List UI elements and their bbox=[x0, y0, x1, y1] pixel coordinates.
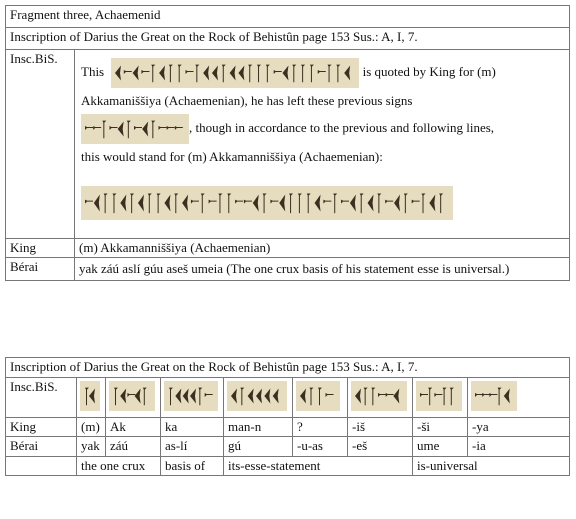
wedge-mark bbox=[148, 193, 152, 213]
king-cell: -iš bbox=[348, 418, 413, 437]
wedge-mark bbox=[279, 195, 285, 212]
wedge-mark bbox=[85, 388, 89, 406]
wedge-mark bbox=[439, 193, 443, 213]
glyph-cell-3 bbox=[161, 378, 224, 418]
wedge-mark bbox=[482, 393, 490, 397]
wedge-mark bbox=[231, 389, 237, 404]
cuneiform-full-wrap bbox=[81, 186, 565, 220]
insc-paragraph bbox=[81, 58, 565, 170]
glyph-cell-4 bbox=[224, 378, 293, 418]
king-cell: -ši bbox=[413, 418, 468, 437]
wedge-mark bbox=[298, 193, 302, 213]
wedge-mark bbox=[205, 393, 213, 397]
wedge-mark bbox=[138, 195, 144, 212]
wedge-mark bbox=[191, 200, 199, 204]
wedge-mark bbox=[504, 389, 510, 404]
wedge-mark bbox=[151, 121, 155, 139]
wedge-mark bbox=[428, 388, 432, 406]
text-quoted: is quoted by King for (m) bbox=[359, 63, 496, 79]
wedge-mark bbox=[127, 121, 131, 139]
king-cell: Ak bbox=[106, 418, 161, 437]
wedge-mark bbox=[404, 193, 408, 213]
wedge-mark bbox=[328, 65, 332, 83]
berai-label: Bérai bbox=[6, 258, 75, 281]
glyph-cell-5 bbox=[293, 378, 348, 418]
wedge-mark bbox=[318, 70, 326, 74]
insc-cell bbox=[75, 50, 570, 239]
glyph-cell-7 bbox=[413, 378, 468, 418]
gloss-empty bbox=[6, 456, 77, 475]
berai-label-2: Bérai bbox=[6, 437, 77, 456]
wedge-mark bbox=[152, 65, 156, 83]
wedge-mark bbox=[310, 65, 314, 83]
wedge-mark bbox=[270, 200, 278, 204]
table-title: Fragment three, Achaemenid bbox=[6, 6, 570, 28]
wedge-mark bbox=[239, 66, 245, 81]
wedge-mark bbox=[350, 195, 356, 212]
wedge-mark bbox=[326, 393, 334, 397]
wedge-mark bbox=[198, 388, 202, 406]
wedge-mark bbox=[386, 393, 394, 397]
berai-cell: -eš bbox=[348, 437, 413, 456]
wedge-mark bbox=[248, 389, 254, 404]
wedge-mark bbox=[489, 393, 497, 397]
wedge-mark bbox=[360, 193, 364, 213]
wedge-mark bbox=[264, 389, 270, 404]
wedge-mark bbox=[169, 388, 173, 406]
wedge-mark bbox=[333, 193, 337, 213]
glyph-cell-6 bbox=[348, 378, 413, 418]
wedge-mark bbox=[222, 65, 226, 83]
wedge-mark bbox=[498, 388, 502, 406]
berai-cell: -ia bbox=[468, 437, 570, 456]
wedge-mark bbox=[196, 65, 200, 83]
text-accordance: , though in accordance to the previous and following lines, bbox=[189, 119, 495, 135]
wedge-mark bbox=[341, 200, 349, 204]
wedge-mark bbox=[393, 389, 399, 404]
wedge-mark bbox=[182, 195, 188, 212]
wedge-mark bbox=[175, 389, 181, 404]
insc-label: Insc.BiS. bbox=[6, 50, 75, 239]
wedge-mark bbox=[337, 65, 341, 83]
king-label-2: King bbox=[6, 418, 77, 437]
wedge-mark bbox=[249, 65, 253, 83]
wedge-mark bbox=[273, 389, 279, 404]
wedge-mark bbox=[209, 200, 217, 204]
wedge-mark bbox=[133, 66, 139, 81]
wedge-mark bbox=[283, 66, 289, 81]
wedge-mark bbox=[385, 200, 393, 204]
wedge-mark bbox=[159, 66, 165, 81]
wedge-mark bbox=[102, 121, 106, 139]
cuneiform-word-full bbox=[81, 186, 453, 220]
cuneiform-word-2 bbox=[81, 114, 189, 144]
wedge-mark bbox=[115, 66, 121, 81]
wedge-mark bbox=[323, 200, 331, 204]
wedge-mark bbox=[364, 388, 368, 406]
berai-cell: záú bbox=[106, 437, 161, 456]
wedge-mark bbox=[142, 122, 148, 137]
wedge-mark bbox=[134, 126, 142, 130]
wedge-mark bbox=[257, 65, 261, 83]
king-cell: (m) bbox=[77, 418, 106, 437]
wedge-mark bbox=[110, 126, 118, 130]
wedge-mark bbox=[201, 193, 205, 213]
wedge-mark bbox=[127, 393, 135, 397]
wedge-mark bbox=[301, 65, 305, 83]
wedge-mark bbox=[114, 388, 118, 406]
gloss-2: basis of bbox=[161, 456, 224, 475]
glyph-cell-8 bbox=[468, 378, 570, 418]
text-line2: Akkamaniššiya (Achaemenian), he has left these previous signs bbox=[81, 93, 413, 108]
wedge-mark bbox=[422, 193, 426, 213]
fragment-table bbox=[5, 5, 570, 281]
wedge-mark bbox=[475, 393, 483, 397]
wedge-mark bbox=[378, 393, 386, 397]
berai-cell: -u-as bbox=[293, 437, 348, 456]
king-value: (m) Akkamanniššiya (Achaemenian) bbox=[75, 239, 570, 258]
wedge-mark bbox=[315, 195, 321, 212]
text-line4: this would stand for (m) Akkamanniššiya (Achaemenian): bbox=[81, 149, 383, 164]
king-cell: ka bbox=[161, 418, 224, 437]
wedge-mark bbox=[85, 126, 93, 130]
wedge-mark bbox=[394, 195, 400, 212]
wedge-mark bbox=[274, 70, 282, 74]
wedge-mark bbox=[167, 126, 175, 130]
wedge-mark bbox=[169, 65, 173, 83]
wedge-mark bbox=[175, 126, 183, 130]
wedge-mark bbox=[186, 70, 194, 74]
wedge-mark bbox=[289, 193, 293, 213]
wedge-mark bbox=[244, 200, 252, 204]
wedge-mark bbox=[157, 193, 161, 213]
glyph-cell-1 bbox=[77, 378, 106, 418]
wedge-mark bbox=[227, 193, 231, 213]
wedge-mark bbox=[130, 193, 134, 213]
berai-cell: as-lí bbox=[161, 437, 224, 456]
wedge-mark bbox=[235, 200, 243, 204]
wedge-mark bbox=[263, 193, 267, 213]
king-cell: ? bbox=[293, 418, 348, 437]
gloss-4: is-universal bbox=[413, 456, 570, 475]
wedge-mark bbox=[118, 122, 124, 137]
wedge-mark bbox=[204, 66, 210, 81]
king-cell: man-n bbox=[224, 418, 293, 437]
insc-label-2: Insc.BiS. bbox=[6, 378, 77, 418]
wedge-mark bbox=[124, 70, 132, 74]
wedge-mark bbox=[310, 388, 314, 406]
berai-value: yak záú aslí gúu aseš umeia (The one crux basis of his statement esse is universal.) bbox=[75, 258, 570, 281]
wedge-mark bbox=[120, 195, 126, 212]
king-label: King bbox=[6, 239, 75, 258]
wedge-mark bbox=[230, 66, 236, 81]
wedge-mark bbox=[368, 195, 374, 212]
wedge-mark bbox=[174, 193, 178, 213]
cuneiform-word-1 bbox=[111, 58, 359, 88]
wedge-mark bbox=[135, 389, 141, 404]
wedge-mark bbox=[300, 389, 306, 404]
wedge-mark bbox=[420, 393, 428, 397]
wedge-mark bbox=[94, 195, 100, 212]
gloss-1: the one crux bbox=[77, 456, 161, 475]
wedge-mark bbox=[412, 200, 420, 204]
berai-cell: ume bbox=[413, 437, 468, 456]
wedge-mark bbox=[93, 126, 101, 130]
wedge-mark bbox=[190, 389, 196, 404]
wedge-mark bbox=[240, 388, 244, 406]
wedge-mark bbox=[183, 389, 189, 404]
wedge-mark bbox=[345, 66, 351, 81]
wedge-mark bbox=[450, 388, 454, 406]
text-this: This bbox=[81, 63, 105, 79]
table2-title: Inscription of Darius the Great on the Rock of Behistûn page 153 Sus.: A, I, 7. bbox=[6, 358, 570, 378]
wedge-mark bbox=[377, 193, 381, 213]
wedge-mark bbox=[307, 193, 311, 213]
wedge-mark bbox=[318, 388, 322, 406]
wedge-mark bbox=[253, 195, 259, 212]
berai-cell: gú bbox=[224, 437, 293, 456]
wedge-mark bbox=[164, 195, 170, 212]
wedge-mark bbox=[104, 193, 108, 213]
wedge-mark bbox=[89, 389, 95, 404]
gloss-3: its-esse-statement bbox=[224, 456, 413, 475]
wedge-mark bbox=[429, 195, 435, 212]
king-cell: -ya bbox=[468, 418, 570, 437]
wedge-mark bbox=[218, 193, 222, 213]
wedge-mark bbox=[178, 65, 182, 83]
wedge-mark bbox=[266, 65, 270, 83]
wedge-mark bbox=[443, 388, 447, 406]
berai-cell: yak bbox=[77, 437, 106, 456]
wedge-mark bbox=[85, 200, 93, 204]
glyph-cell-2 bbox=[106, 378, 161, 418]
wedge-mark bbox=[143, 388, 147, 406]
wedge-mark bbox=[434, 393, 442, 397]
transliteration-table bbox=[5, 357, 570, 476]
wedge-mark bbox=[371, 388, 375, 406]
wedge-mark bbox=[120, 389, 126, 404]
table-subtitle: Inscription of Darius the Great on the Rock of Behistûn page 153 Sus.: A, I, 7. bbox=[6, 28, 570, 50]
wedge-mark bbox=[112, 193, 116, 213]
wedge-mark bbox=[256, 389, 262, 404]
wedge-mark bbox=[142, 70, 150, 74]
wedge-mark bbox=[293, 65, 297, 83]
wedge-mark bbox=[212, 66, 218, 81]
wedge-mark bbox=[159, 126, 167, 130]
wedge-mark bbox=[355, 389, 361, 404]
